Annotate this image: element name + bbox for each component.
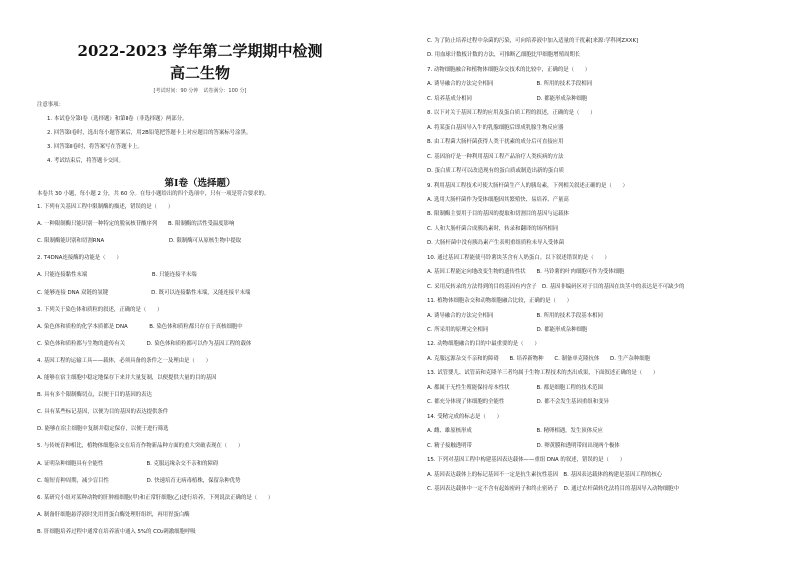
question-line: 3. 下列关于染色体和质粒的叙述，正确的是（ ）	[37, 306, 163, 313]
question-line: 10. 通过基因工程能使马铃薯块茎含有人奶蛋白。以下叙述错误的是（ ）	[427, 254, 610, 261]
question-line: A. 基因工程能定向地改变生物的遗传性状 B. 马铃薯的叶肉细胞可作为受体细胞	[427, 269, 625, 276]
question-line: 5. 与传统育种相比，植物体细胞杂交在培育作物新品种方面的重大突破表现在（ ）	[37, 443, 244, 450]
question-line: 15. 下列对基因工程中构建基因表达载体——重组 DNA 的叙述，错误的是（ ）	[427, 457, 626, 464]
question-line: 4. 基因工程的运输工具——载体，必须具备的条件之一及理由是（ ）	[37, 357, 211, 364]
question-line: 8. 以下对关于基因工程的应用及蛋白质工程的叙述，正确的是（ ）	[427, 110, 596, 117]
question-line: D. 蛋白质工程可以改造现有的蛋白质或制造出新的蛋白质	[427, 168, 564, 175]
question-line: C. 人和大肠杆菌合成胰岛素时，转录和翻译的场所相同	[427, 225, 559, 232]
question-line: 7. 动物细胞融合和植物体细胞杂交技术的比较中，正确的是（ ）	[427, 66, 591, 73]
question-line: A. 制备肝细胞悬浮液时先用胃蛋白酶处理肝组织，再用胃蛋白酶	[37, 511, 190, 518]
question-line: A. 将某蛋白基因导入牛的乳腺细胞后即成乳腺生物反应器	[427, 124, 564, 131]
question-line: 2. T4DNA连接酶的功能是（ ）	[37, 255, 122, 262]
notice-item: 1. 本试卷分第Ⅰ卷（选择题）和第Ⅱ卷（非选择题）两部分。	[47, 116, 188, 122]
question-line: A. 选用大肠杆菌作为受体细胞因其繁殖快、易培养、产量高	[427, 196, 569, 203]
question-line: 12. 动物细胞融合的目的中最重要的是（ ）	[427, 341, 540, 348]
question-line: A. 只能连接黏性末端 B. 只能连接平末端	[37, 272, 197, 279]
question-line: C. 染色体和质粒都与生物的遗传有关 D. 染色体和质粒都可以作为基因工程的载体	[37, 340, 252, 347]
notice-item: 4. 考试结束后，将答题卡交回。	[47, 158, 124, 164]
exam-subject: 高二生物	[169, 64, 230, 82]
question-line: D. 大肠杆菌中没有胰岛素产生表明重组质粒未导入受体菌	[427, 240, 564, 247]
question-line: C. 限制酶能识别和切割RNA D. 限制酶可从原核生物中提取	[37, 238, 242, 245]
question-line: B. 由工程菌大肠杆菌获得人类干扰素的成分后可直接应用	[427, 139, 564, 146]
question-line: C. 具有某些标记基因，以便为目的基因的表达提供条件	[37, 409, 169, 416]
question-line: A. 诱导融合的方法完全相同 B. 所用的技术手段相同	[427, 81, 593, 88]
question-line: B. 具有多个限制酶切点，以便于目的基因的表达	[37, 392, 152, 399]
exam-meta: [考试时间：90 分钟 试卷满分：100 分]	[153, 88, 247, 94]
question-line: C. 都充分体现了体细胞的全能性 D. 都不会发生基因重组和变异	[427, 399, 609, 406]
question-line: 13. 试管婴儿、试管苗和克隆羊三者均属于生物工程技术的杰出成果，下面叙述正确的是（ ）	[427, 370, 659, 377]
question-line: C. 精子接触透明带 D. 卵黄膜和透明带间出现两个极体	[427, 442, 620, 449]
question-line: A. 证明杂种细胞具有全能性 B. 克服远缘杂交不亲和的障碍	[37, 460, 219, 467]
question-line: 1. 下列有关基因工程中限制酶的描述，错误的是（ ）	[37, 204, 174, 210]
question-line: A. 雌、雄原核形成 B. 精卵相遇，发生顶体反应	[427, 428, 603, 435]
section-intro: 本卷共 30 小题，每小题 2 分，共 60 分。在每小题给出的四个选项中，只有一项是符合要求的。	[37, 191, 270, 197]
question-line: A. 一种限制酶只能识别一种特定的脱氧核苷酸序列 B. 限制酶的活性受温度影响	[37, 221, 235, 228]
question-line: C. 培养基成分相同 D. 都能形成杂种细胞	[427, 95, 588, 102]
question-line: 14. 受精完成的标志是（ ）	[427, 413, 502, 420]
question-line: A. 能够在宿主细胞中稳定地保存下来并大量复制，以便提供大量的目的基因	[37, 375, 217, 381]
question-line: 6. 某研究小组对某种动物的肝肿瘤细胞(甲)和正常肝细胞(乙)进行培养，下列说法正确的是（ ）	[37, 494, 274, 501]
exam-title: 2022-2023 学年第二学期期中检测	[77, 42, 323, 60]
question-line: C. 所采用的原理完全相同 D. 都能形成杂种细胞	[427, 327, 588, 333]
question-line: A. 都属于无性生殖能保持母本性状 B. 都是细胞工程的技术范围	[427, 384, 603, 391]
notice-item: 3. 回答第Ⅱ卷时，将答案写在答题卡上。	[47, 144, 143, 150]
question-line: A. 诱导融合的方法完全相同 B. 所用的技术手段基本相同	[427, 312, 603, 319]
question-line: D. 用血球计数板计数的方法，可推断乙细胞比甲细胞增殖周期长	[427, 52, 581, 59]
section-title: 第Ⅰ卷（选择题）	[164, 178, 236, 189]
question-line: 9. 利用基因工程技术可使大肠杆菌生产人的胰岛素，下列相关叙述正确的是（ ）	[427, 182, 628, 189]
question-line: C. 能够连接 DNA 双链的氢键 D. 既可以连接黏性末端，又能连接平末端	[37, 289, 251, 296]
question-line: A. 克服远源杂交不亲和的障碍 B. 培养新物种 C. 制备单克隆抗体 D. 生产杂种细胞	[427, 355, 650, 362]
question-line: B. 肝细胞培养过程中通常在培养液中通入 5%的 CO₂刺激细胞呼吸	[37, 528, 196, 535]
question-line: 11. 植物体细胞杂交和动物细胞融合比较，正确的是（ ）	[427, 298, 573, 305]
question-line: C. 采用反转录的方法得到的目的基因有内含子 D. 基因非编码区对于目的基因在块茎中的表达是不可缺少的	[427, 283, 685, 290]
question-line: B. 限制酶主要用于目的基因的提取和切割目的基因与运载体	[427, 211, 569, 218]
question-line: C. 缩短育种周期，减少盲目性 D. 快速培育无病毒植株，保留杂种优势	[37, 477, 241, 484]
question-line: C. 基因治疗是一种利用基因工程产品治疗人类疾病的方法	[427, 153, 564, 160]
question-line: D. 能够在宿主细胞中复制并稳定保存，以便于进行筛选	[37, 426, 169, 433]
question-line: A. 染色体和质粒的化学本质都是 DNA B. 染色体和质粒都只存在于真核细胞中	[37, 323, 243, 330]
question-line: C. 基因表达载体中一定不含有起始密码子和终止密码子 D. 通过农杆菌转化法将目的基因导入动物细胞中	[427, 485, 679, 492]
question-line: A. 基因表达载体上的标记基因不一定是抗生素抗性基因 B. 基因表达载体的构建是基因工程的核心	[427, 471, 663, 478]
notice-item: 2. 回答第Ⅰ卷时，选出每小题答案后，用2B铅笔把答题卡上对应题目的答案标号涂黑。	[47, 130, 252, 136]
notice-heading: 注意事项：	[37, 102, 64, 108]
question-line: C. 为了防止培养过程中杂菌的污染，可向培养液中加入适量的干扰素[来源:学科网ZXXK]	[427, 38, 639, 44]
